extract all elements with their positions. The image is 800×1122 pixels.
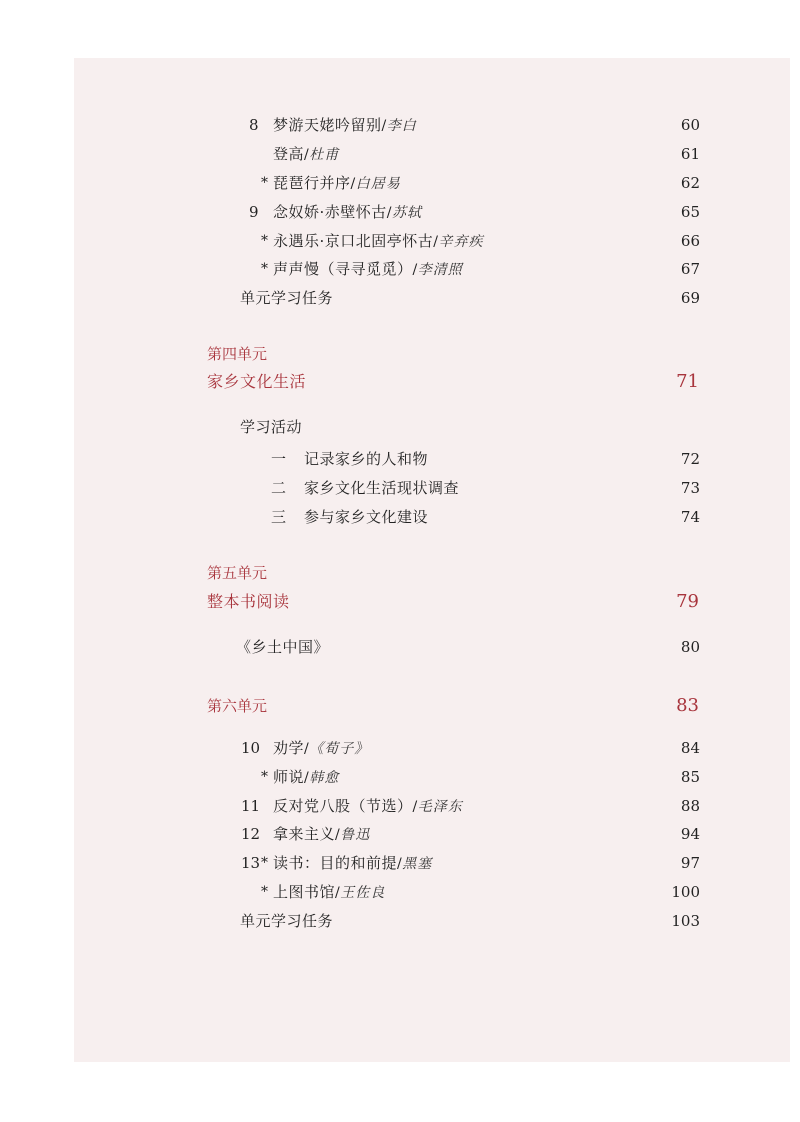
toc-entry[interactable] bbox=[0, 201, 800, 223]
lesson-title: 琵琶行并序/白居易 bbox=[273, 174, 401, 192]
unit-task-label: 单元学习任务 bbox=[240, 912, 334, 930]
page-number: 100 bbox=[671, 883, 700, 901]
book-title: 《乡土中国》 bbox=[236, 638, 330, 656]
toc-entry[interactable] bbox=[0, 852, 800, 874]
unit-label: 第五单元 bbox=[207, 564, 268, 582]
page-number: 84 bbox=[680, 739, 700, 757]
unit-label: 第六单元 bbox=[207, 697, 268, 715]
page-number: 66 bbox=[680, 232, 700, 250]
toc-entry[interactable] bbox=[0, 881, 800, 903]
page-number: 103 bbox=[671, 912, 700, 930]
page-number: 72 bbox=[680, 450, 700, 468]
activity-index: 一 bbox=[271, 450, 287, 468]
toc-entry-unit-task[interactable] bbox=[0, 910, 800, 932]
toc-entry-unit-task[interactable] bbox=[0, 287, 800, 309]
toc-unit-heading[interactable] bbox=[0, 370, 800, 394]
unit-page-number: 71 bbox=[676, 371, 699, 392]
lesson-title: 读书：目的和前提/黑塞 bbox=[273, 854, 433, 872]
activity-title: 家乡文化生活现状调查 bbox=[304, 479, 460, 497]
page-number: 60 bbox=[680, 116, 700, 134]
toc-entry[interactable] bbox=[0, 172, 800, 194]
lesson-number: 10 bbox=[241, 739, 261, 757]
lesson-number: 9 bbox=[249, 203, 259, 221]
lesson-number: 13 bbox=[241, 854, 261, 872]
page-number: 85 bbox=[680, 768, 700, 786]
toc-entry[interactable] bbox=[0, 230, 800, 252]
lesson-title: 永遇乐·京口北固亭怀古/辛弃疾 bbox=[273, 232, 484, 250]
extended-reading-marker: * bbox=[261, 261, 268, 277]
toc-entry[interactable] bbox=[0, 143, 800, 165]
activity-title: 参与家乡文化建设 bbox=[304, 508, 429, 526]
lesson-number: 11 bbox=[241, 797, 261, 815]
page-number: 67 bbox=[680, 260, 700, 278]
extended-reading-marker: * bbox=[261, 855, 268, 871]
toc-entry[interactable] bbox=[0, 114, 800, 136]
extended-reading-marker: * bbox=[261, 175, 268, 191]
toc-entry[interactable] bbox=[0, 506, 800, 528]
unit-label: 第四单元 bbox=[207, 345, 268, 363]
toc-entry[interactable] bbox=[0, 766, 800, 788]
page-number: 61 bbox=[680, 145, 700, 163]
extended-reading-marker: * bbox=[261, 233, 268, 249]
section-heading: 学习活动 bbox=[240, 418, 303, 436]
lesson-number: 8 bbox=[249, 116, 259, 134]
page-number: 65 bbox=[680, 203, 700, 221]
toc-entry[interactable] bbox=[0, 823, 800, 845]
lesson-title: 上图书馆/王佐良 bbox=[273, 883, 386, 901]
page-number: 88 bbox=[680, 797, 700, 815]
page-number: 69 bbox=[680, 289, 700, 307]
unit-title: 家乡文化生活 bbox=[207, 372, 307, 391]
toc-unit-heading[interactable] bbox=[0, 590, 800, 614]
unit-page-number: 83 bbox=[676, 695, 699, 716]
page-number: 74 bbox=[680, 508, 700, 526]
page-number: 73 bbox=[680, 479, 700, 497]
unit-title: 整本书阅读 bbox=[207, 592, 290, 611]
unit-page-number: 79 bbox=[676, 591, 699, 612]
page-number: 80 bbox=[680, 638, 700, 656]
activity-title: 记录家乡的人和物 bbox=[304, 450, 429, 468]
lesson-title: 反对党八股（节选）/毛泽东 bbox=[273, 797, 463, 815]
extended-reading-marker: * bbox=[261, 884, 268, 900]
lesson-number: 12 bbox=[241, 825, 261, 843]
toc-entry[interactable] bbox=[0, 795, 800, 817]
lesson-title: 师说/韩愈 bbox=[273, 768, 340, 786]
toc-entry[interactable] bbox=[0, 448, 800, 470]
lesson-title: 声声慢（寻寻觅觅）/李清照 bbox=[273, 260, 463, 278]
toc-unit-heading[interactable] bbox=[0, 694, 800, 718]
lesson-title: 梦游天姥吟留别/李白 bbox=[273, 116, 417, 134]
activity-index: 三 bbox=[271, 508, 287, 526]
lesson-title: 登高/杜甫 bbox=[273, 145, 340, 163]
toc-entry[interactable] bbox=[0, 477, 800, 499]
lesson-title: 拿来主义/鲁迅 bbox=[273, 825, 371, 843]
page-number: 97 bbox=[680, 854, 700, 872]
page-number: 62 bbox=[680, 174, 700, 192]
extended-reading-marker: * bbox=[261, 769, 268, 785]
page-number: 94 bbox=[680, 825, 700, 843]
toc-entry[interactable] bbox=[0, 737, 800, 759]
unit-task-label: 单元学习任务 bbox=[240, 289, 334, 307]
lesson-title: 念奴娇·赤壁怀古/苏轼 bbox=[273, 203, 422, 221]
toc-entry[interactable] bbox=[0, 258, 800, 280]
lesson-title: 劝学/《荀子》 bbox=[273, 739, 370, 757]
activity-index: 二 bbox=[271, 479, 287, 497]
toc-entry[interactable] bbox=[0, 636, 800, 658]
